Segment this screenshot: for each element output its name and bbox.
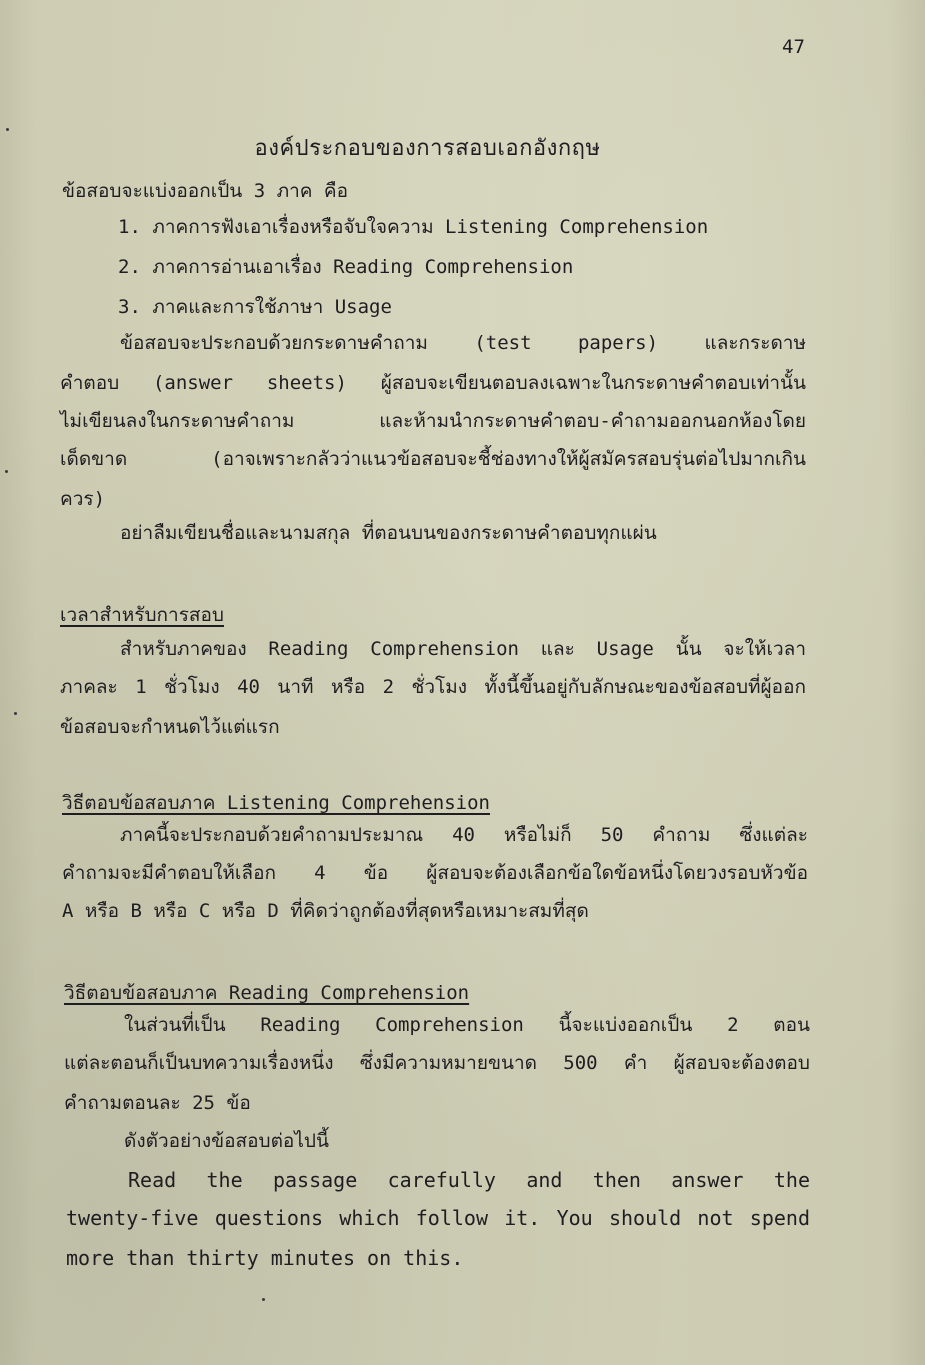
paragraph-line: เด็ดขาด (อาจเพราะกลัวว่าแนวข้อสอบจะชี้ช่องทางให้ผู้สมัครสอบรุ่นต่อไปมากเกิน (60, 448, 806, 470)
part-item-listening: 1. ภาคการฟังเอาเรื่องหรือจับใจความ Listening Comprehension (118, 216, 709, 238)
paragraph-line: คำตอบ (answer sheets) ผู้สอบจะเขียนตอบลงเฉพาะในกระดาษคำตอบเท่านั้น (60, 372, 806, 394)
instruction-line: more than thirty minutes on this. (66, 1246, 464, 1270)
example-intro-line: ดังตัวอย่างข้อสอบต่อไปนี้ (124, 1130, 329, 1152)
paragraph-line: คำถามตอนละ 25 ข้อ (64, 1092, 251, 1114)
paper-speck (5, 470, 8, 473)
paragraph-line: A หรือ B หรือ C หรือ D ที่คิดว่าถูกต้องที่สุดหรือเหมาะสมที่สุด (62, 900, 589, 922)
paper-speck (14, 712, 17, 715)
instruction-line: twenty-five questions which follow it. You should not spend (66, 1206, 810, 1230)
part-item-usage: 3. ภาคและการใช้ภาษา Usage (118, 296, 392, 318)
paragraph-line: แต่ละตอนก็เป็นบทความเรื่องหนึ่ง ซึ่งมีความหมายขนาด 500 คำ ผู้สอบจะต้องตอบ (64, 1052, 810, 1074)
instruction-line: Read the passage carefully and then answer the (128, 1168, 810, 1192)
section-heading-reading: วิธีตอบข้อสอบภาค Reading Comprehension (64, 982, 470, 1004)
page-number: 47 (782, 36, 805, 58)
part-item-reading: 2. ภาคการอ่านเอาเรื่อง Reading Comprehension (118, 256, 574, 278)
reminder-line: อย่าลืมเขียนชื่อและนามสกุล ที่ตอนบนของกระดาษคำตอบทุกแผ่น (120, 522, 657, 544)
paragraph-line: ข้อสอบจะกำหนดไว้แต่แรก (60, 716, 280, 738)
section-heading-time: เวลาสำหรับการสอบ (60, 604, 224, 626)
paragraph-line: ภาคละ 1 ชั่วโมง 40 นาที หรือ 2 ชั่วโมง ทั้งนี้ขึ้นอยู่กับลักษณะของข้อสอบที่ผู้ออก (60, 676, 806, 698)
paragraph-line: คำถามจะมีคำตอบให้เลือก 4 ข้อ ผู้สอบจะต้องเลือกข้อใดข้อหนึ่งโดยวงรอบหัวข้อ (62, 862, 808, 884)
paragraph-line: สำหรับภาคของ Reading Comprehension และ Usage นั้น จะให้เวลา (120, 638, 806, 660)
paragraph-line: ข้อสอบจะประกอบด้วยกระดาษคำถาม (test papers) และกระดาษ (120, 332, 806, 354)
paper-speck (262, 1298, 265, 1301)
paragraph-line: ควร) (60, 488, 106, 510)
paper-speck (6, 128, 9, 131)
document-title: องค์ประกอบของการสอบเอกอังกฤษ (254, 136, 601, 161)
paragraph-line: ในส่วนที่เป็น Reading Comprehension นี้จะแบ่งออกเป็น 2 ตอน (124, 1014, 810, 1036)
intro-line: ข้อสอบจะแบ่งออกเป็น 3 ภาค คือ (62, 180, 349, 202)
paragraph-line: ไม่เขียนลงในกระดาษคำถาม และห้ามนำกระดาษคำตอบ-คำถามออกนอกห้องโดย (60, 410, 806, 432)
section-heading-listening: วิธีตอบข้อสอบภาค Listening Comprehension (62, 792, 490, 814)
paragraph-line: ภาคนี้จะประกอบด้วยคำถามประมาณ 40 หรือไม่ก็ 50 คำถาม ซึ่งแต่ละ (120, 824, 808, 846)
